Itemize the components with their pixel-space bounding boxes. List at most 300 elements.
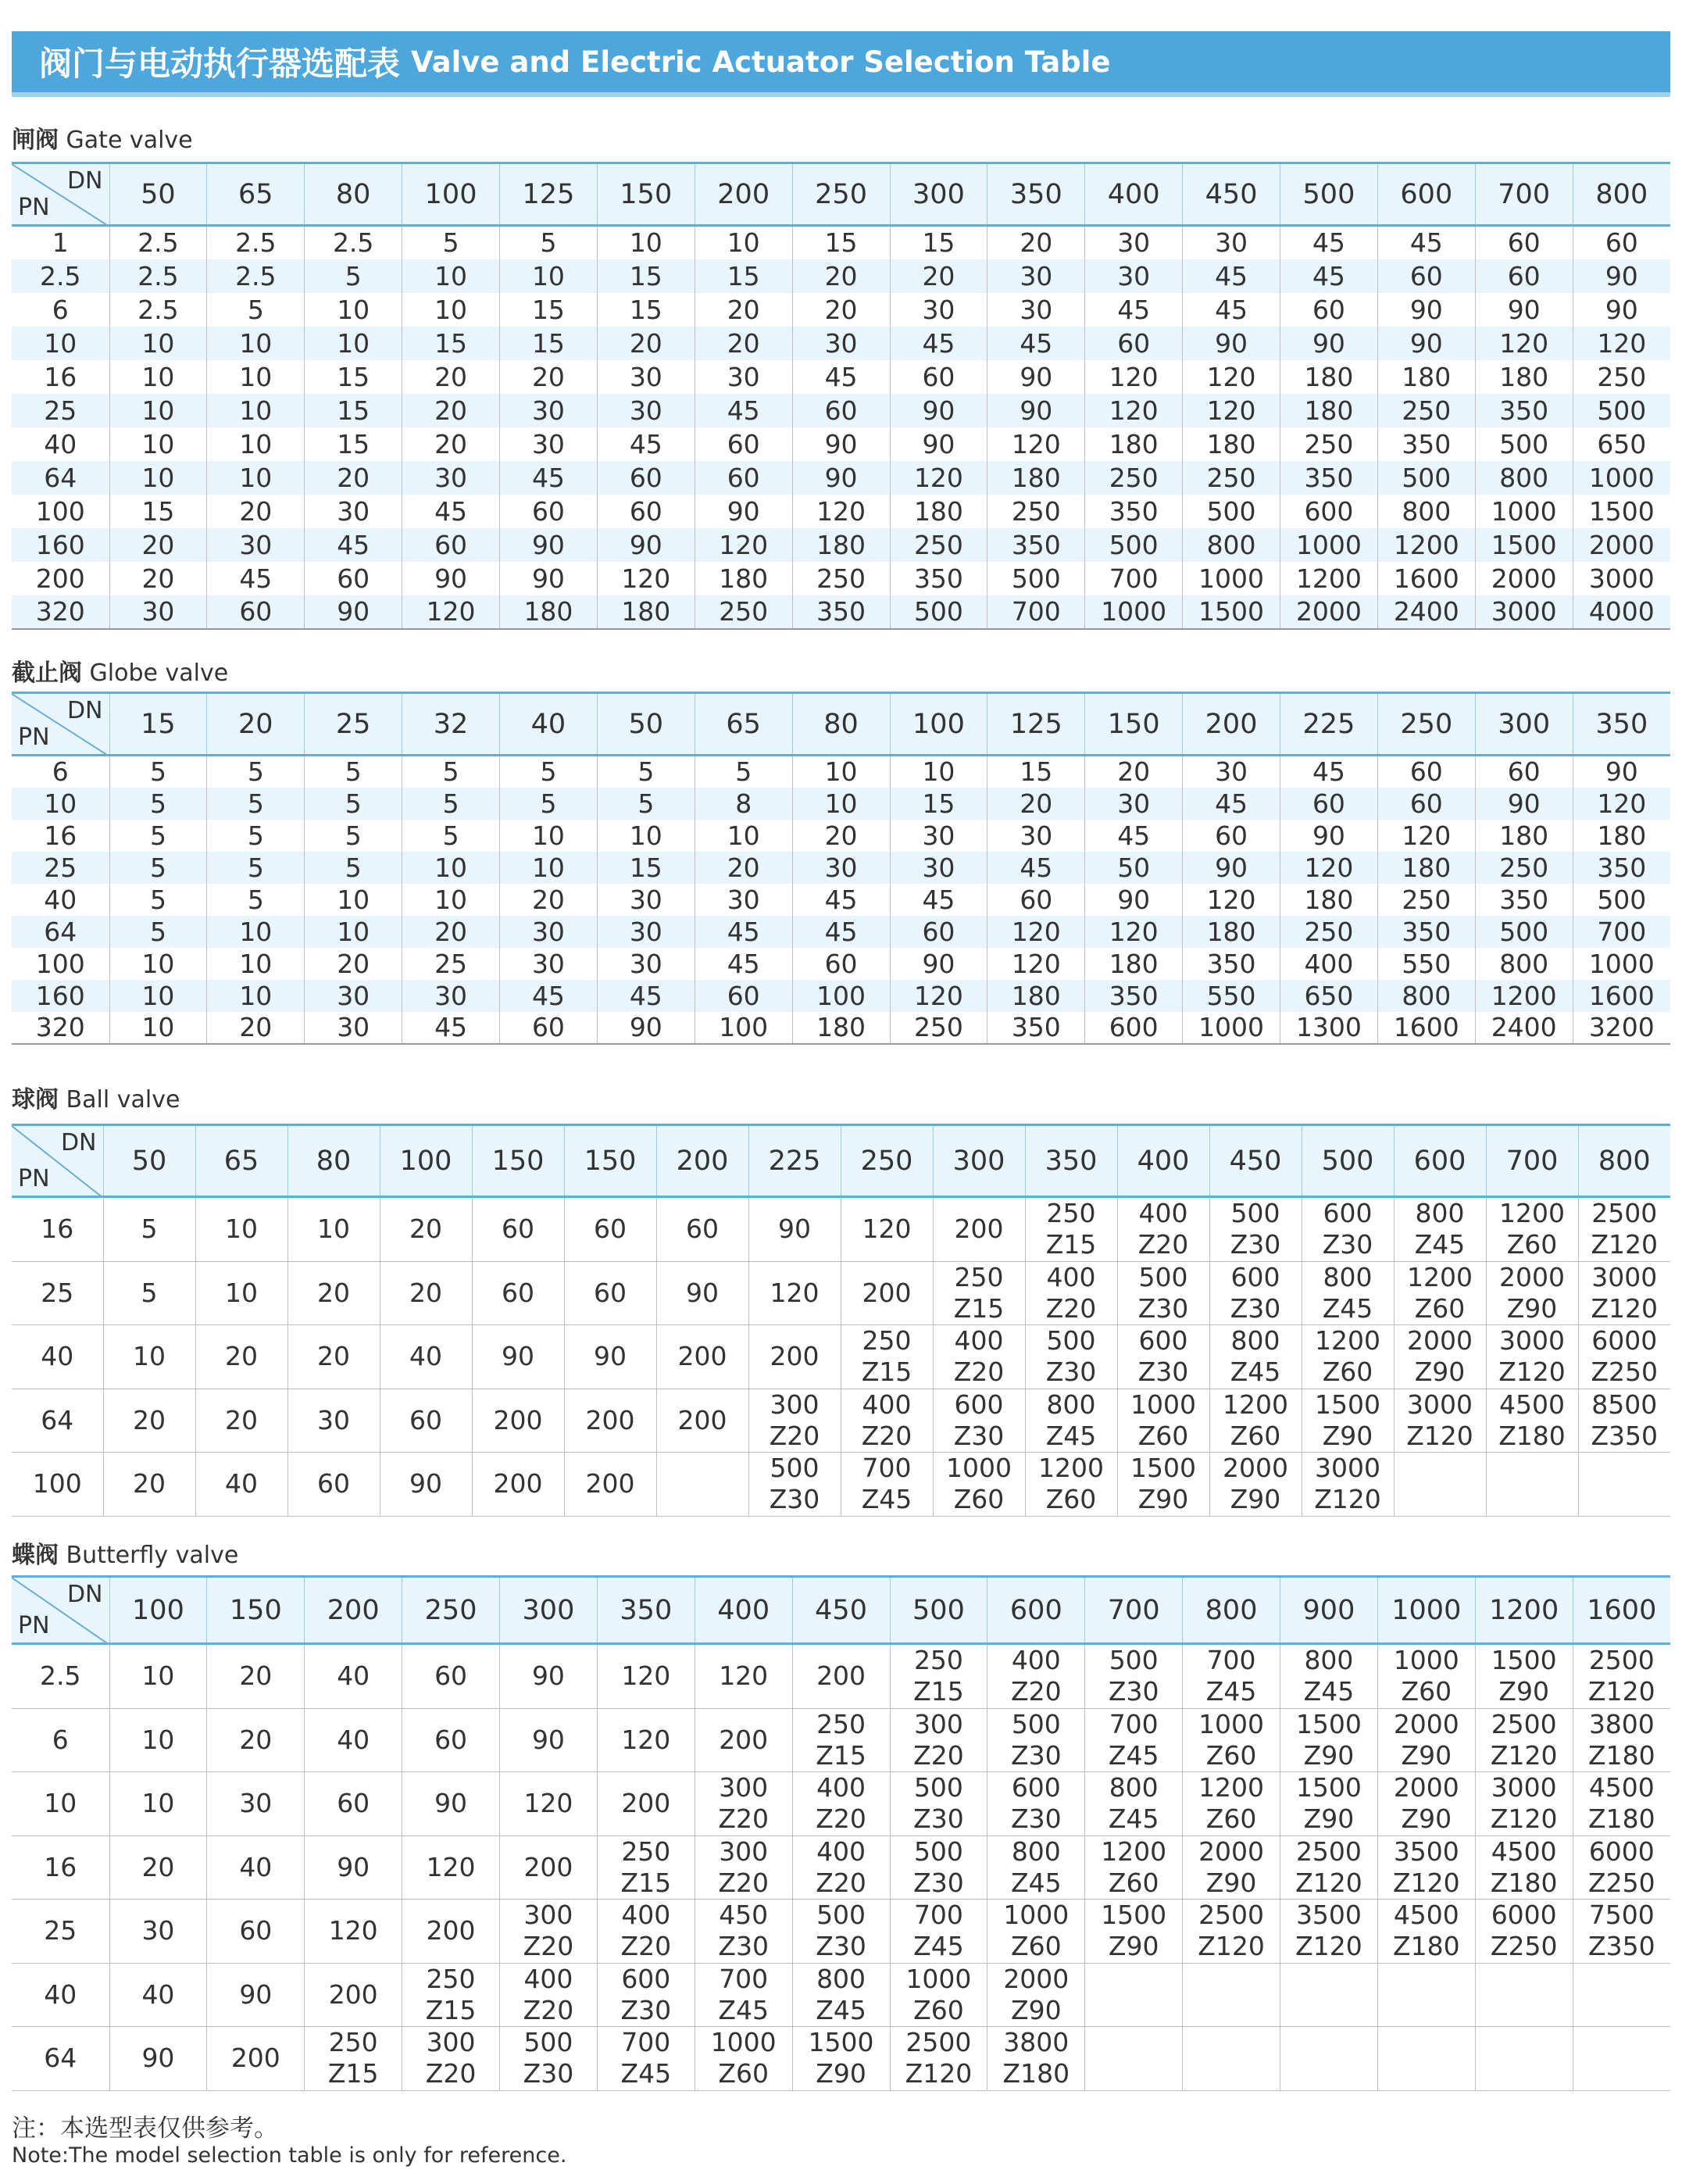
- actuator-model: Z30: [1137, 1292, 1189, 1324]
- value-cell: 15: [792, 226, 890, 259]
- value-cell: 120: [1085, 360, 1183, 394]
- torque-value: 16: [44, 1851, 77, 1882]
- actuator-model: Z45: [913, 1931, 964, 1962]
- section-title-en: Butterfly valve: [66, 1542, 239, 1569]
- torque-value: 40: [44, 1978, 77, 2010]
- actuator-model: Z30: [1011, 1803, 1062, 1835]
- value-cell: 45: [792, 360, 890, 394]
- value-cell: 5: [109, 788, 207, 820]
- value-cell: [500, 1708, 598, 1772]
- table-row: [12, 1389, 1670, 1453]
- dn-header-cell: 125: [500, 163, 598, 226]
- value-cell: [656, 1389, 748, 1453]
- value-cell: 50: [1085, 852, 1183, 884]
- pn-cell: [12, 1389, 103, 1453]
- pn-cell: [12, 1900, 109, 1964]
- value-cell: 5: [109, 820, 207, 852]
- value-cell: 5: [305, 259, 402, 293]
- torque-value: 1000: [905, 1963, 972, 1994]
- value-cell: 20: [1085, 756, 1183, 788]
- torque-value: 20: [239, 1724, 273, 1755]
- torque-value: 600: [1323, 1198, 1373, 1228]
- value-cell: 10: [305, 884, 402, 916]
- value-cell: [1183, 1644, 1280, 1709]
- actuator-model: Z30: [1108, 1676, 1159, 1707]
- dn-header-cell: 400: [1085, 163, 1183, 226]
- value-cell: 60: [695, 427, 792, 461]
- value-cell: 800: [1377, 980, 1475, 1012]
- value-cell: 90: [1475, 293, 1573, 327]
- value-cell: 10: [109, 948, 207, 980]
- value-cell: 30: [207, 528, 305, 562]
- torque-value: 200: [816, 1660, 866, 1692]
- value-cell: [1209, 1453, 1302, 1517]
- value-cell: [195, 1453, 287, 1517]
- dn-header-cell: 900: [1280, 1577, 1378, 1644]
- value-cell: [103, 1389, 195, 1453]
- value-cell: 5: [207, 788, 305, 820]
- value-cell: 1500: [1475, 528, 1573, 562]
- torque-value: 2500: [905, 2027, 972, 2057]
- value-cell: 120: [1183, 360, 1280, 394]
- torque-value: 1500: [1315, 1389, 1380, 1420]
- table-row: [12, 1644, 1670, 1709]
- dn-header-cell: 700: [1475, 163, 1573, 226]
- value-cell: 1500: [1183, 595, 1280, 629]
- value-cell: 10: [207, 948, 305, 980]
- value-cell: 15: [890, 226, 987, 259]
- torque-value: 2500: [1491, 1708, 1557, 1739]
- value-cell: [656, 1325, 748, 1389]
- value-cell: 5: [207, 852, 305, 884]
- value-cell: 60: [1573, 226, 1670, 259]
- value-cell: 120: [987, 948, 1085, 980]
- note-cn: 注：本选型表仅供参考。: [12, 2114, 278, 2143]
- value-cell: [695, 1708, 792, 1772]
- torque-value: 10: [141, 1660, 175, 1692]
- value-cell: 350: [1475, 884, 1573, 916]
- dn-header-cell: 800: [1183, 1577, 1280, 1644]
- torque-value: 250: [954, 1261, 1004, 1292]
- value-cell: 1200: [1280, 562, 1378, 595]
- value-cell: 180: [1280, 360, 1378, 394]
- actuator-model: Z250: [1588, 1867, 1655, 1898]
- section-title-en: Gate valve: [66, 127, 193, 154]
- torque-value: 200: [719, 1724, 769, 1755]
- torque-value: 90: [531, 1724, 565, 1755]
- value-cell: 180: [792, 1012, 890, 1044]
- value-cell: [987, 1708, 1085, 1772]
- value-cell: [1302, 1453, 1394, 1517]
- value-cell: [1117, 1197, 1209, 1262]
- dn-header-cell: 100: [109, 1577, 207, 1644]
- value-cell: 30: [500, 948, 598, 980]
- value-cell: [380, 1261, 472, 1325]
- value-cell: [472, 1197, 564, 1262]
- value-cell: [597, 1963, 695, 2027]
- torque-value: 500: [523, 2027, 573, 2057]
- torque-value: 250: [913, 1645, 963, 1675]
- value-cell: [195, 1389, 287, 1453]
- value-cell: [597, 2027, 695, 2091]
- value-cell: 30: [1085, 788, 1183, 820]
- value-cell: 45: [402, 495, 500, 528]
- value-cell: [380, 1453, 472, 1517]
- value-cell: 10: [500, 820, 598, 852]
- torque-value: 90: [239, 1978, 273, 2010]
- value-cell: [103, 1325, 195, 1389]
- value-cell: 500: [1085, 528, 1183, 562]
- value-cell: [1377, 1835, 1475, 1900]
- value-cell: [287, 1197, 380, 1262]
- pn-cell: [12, 1963, 109, 2027]
- torque-value: 120: [621, 1724, 671, 1755]
- value-cell: 60: [1280, 293, 1378, 327]
- value-cell: 120: [1573, 327, 1670, 360]
- dn-header-cell: 65: [195, 1125, 287, 1197]
- table-row: [12, 1325, 1670, 1389]
- value-cell: 350: [792, 595, 890, 629]
- torque-value: 200: [328, 1978, 378, 2010]
- torque-value: 3000: [1499, 1325, 1565, 1356]
- torque-value: 120: [862, 1214, 912, 1245]
- value-cell: 120: [890, 461, 987, 495]
- value-cell: 10: [207, 461, 305, 495]
- value-cell: [103, 1261, 195, 1325]
- torque-value: 600: [1011, 1772, 1061, 1803]
- actuator-model: Z20: [1137, 1229, 1189, 1260]
- actuator-model: Z350: [1591, 1420, 1659, 1451]
- value-cell: [305, 1835, 402, 1900]
- torque-value: 3000: [1491, 1772, 1557, 1803]
- value-cell: [597, 1644, 695, 1709]
- actuator-model: Z90: [1205, 1867, 1257, 1898]
- value-cell: 180: [1573, 820, 1670, 852]
- value-cell: 5: [305, 852, 402, 884]
- torque-value: 800: [1415, 1198, 1465, 1228]
- value-cell: 800: [1475, 948, 1573, 980]
- actuator-model: Z180: [1588, 1739, 1655, 1771]
- value-cell: [987, 1900, 1085, 1964]
- value-cell: 45: [305, 528, 402, 562]
- dn-label: DN: [66, 697, 103, 724]
- dn-header-cell: 400: [1117, 1125, 1209, 1197]
- value-cell: 120: [597, 562, 695, 595]
- actuator-model: Z20: [861, 1420, 912, 1451]
- pn-cell: 320: [35, 1012, 85, 1042]
- value-cell: [597, 1772, 695, 1836]
- value-cell: 10: [305, 916, 402, 948]
- actuator-model: Z120: [1591, 1229, 1659, 1260]
- torque-value: 800: [1230, 1325, 1280, 1356]
- value-cell: 120: [402, 595, 500, 629]
- torque-value: 60: [337, 1788, 370, 1819]
- actuator-model: Z15: [327, 2058, 379, 2089]
- dn-header-cell: 225: [748, 1125, 841, 1197]
- value-cell: [1475, 1708, 1573, 1772]
- torque-value: 1200: [1407, 1261, 1473, 1292]
- dn-header-cell: 25: [305, 693, 402, 756]
- torque-value: 700: [1206, 1645, 1256, 1675]
- value-cell: [1578, 1261, 1670, 1325]
- torque-value: 90: [531, 1660, 565, 1692]
- value-cell: [1085, 2027, 1183, 2091]
- value-cell: 15: [597, 293, 695, 327]
- dn-header-cell: 100: [402, 163, 500, 226]
- section-title-en: Ball valve: [66, 1086, 180, 1113]
- torque-value: 1500: [1101, 1900, 1167, 1930]
- value-cell: 90: [1280, 327, 1378, 360]
- torque-value: 250: [328, 2027, 378, 2057]
- torque-value: 40: [141, 1978, 175, 2010]
- torque-value: 10: [141, 1788, 175, 1819]
- value-cell: 60: [207, 595, 305, 629]
- value-cell: [472, 1453, 564, 1517]
- torque-value: 4500: [1499, 1389, 1565, 1420]
- dn-header-cell: 1600: [1573, 1577, 1670, 1644]
- value-cell: [500, 1644, 598, 1709]
- torque-value: 500: [1011, 1708, 1061, 1739]
- actuator-model: Z180: [1588, 1803, 1655, 1835]
- dn-header-cell: 450: [1183, 163, 1280, 226]
- value-cell: [1209, 1325, 1302, 1389]
- ball-valve-table: [12, 1124, 1670, 1517]
- value-cell: 90: [890, 394, 987, 427]
- value-cell: 45: [1280, 259, 1378, 293]
- value-cell: 30: [597, 360, 695, 394]
- value-cell: [841, 1453, 933, 1517]
- value-cell: 250: [1280, 916, 1378, 948]
- value-cell: 500: [1573, 884, 1670, 916]
- table-row: [12, 226, 1670, 259]
- value-cell: 15: [500, 293, 598, 327]
- torque-value: 700: [862, 1453, 912, 1483]
- value-cell: 10: [597, 820, 695, 852]
- table-row: [12, 394, 1670, 427]
- dn-header-cell: 15: [109, 693, 207, 756]
- actuator-model: Z60: [1108, 1867, 1159, 1898]
- dn-header-cell: 600: [987, 1577, 1085, 1644]
- actuator-model: Z20: [718, 1867, 769, 1898]
- torque-value: 30: [317, 1404, 350, 1435]
- pn-cell: 160: [35, 529, 85, 560]
- actuator-model: Z180: [1498, 1420, 1566, 1451]
- value-cell: [287, 1389, 380, 1453]
- value-cell: 10: [402, 884, 500, 916]
- dn-header-cell: 1200: [1475, 1577, 1573, 1644]
- table-row: [12, 1012, 1670, 1044]
- torque-value: 1500: [1295, 1708, 1362, 1739]
- value-cell: 600: [1280, 495, 1378, 528]
- value-cell: [1394, 1261, 1486, 1325]
- value-cell: 100: [695, 1012, 792, 1044]
- value-cell: [402, 1835, 500, 1900]
- value-cell: 120: [987, 916, 1085, 948]
- value-cell: [207, 1900, 305, 1964]
- pn-cell: 2.5: [40, 260, 81, 291]
- value-cell: 45: [1183, 788, 1280, 820]
- actuator-model: Z30: [1137, 1357, 1189, 1388]
- actuator-model: Z45: [1230, 1357, 1281, 1388]
- value-cell: [1209, 1261, 1302, 1325]
- dn-header-cell: 40: [500, 693, 598, 756]
- actuator-model: Z45: [861, 1484, 912, 1515]
- value-cell: 30: [402, 461, 500, 495]
- value-cell: [109, 1963, 207, 2027]
- value-cell: 10: [109, 1012, 207, 1044]
- value-cell: [472, 1389, 564, 1453]
- torque-value: 800: [1109, 1772, 1159, 1803]
- torque-value: 500: [913, 1835, 963, 1867]
- actuator-model: Z120: [1314, 1484, 1381, 1515]
- torque-value: 90: [686, 1277, 719, 1308]
- torque-value: 400: [816, 1772, 866, 1803]
- value-cell: 4000: [1573, 595, 1670, 629]
- actuator-model: Z60: [1205, 1739, 1257, 1771]
- value-cell: 2400: [1475, 1012, 1573, 1044]
- value-cell: 30: [597, 884, 695, 916]
- torque-value: 60: [434, 1660, 468, 1692]
- value-cell: [1578, 1197, 1670, 1262]
- actuator-model: Z30: [1011, 1739, 1062, 1771]
- value-cell: 3000: [1475, 595, 1573, 629]
- value-cell: 30: [597, 916, 695, 948]
- value-cell: 1500: [1573, 495, 1670, 528]
- value-cell: 250: [792, 562, 890, 595]
- value-cell: [1475, 1963, 1573, 2027]
- torque-value: 1500: [1491, 1645, 1557, 1675]
- actuator-model: Z45: [1108, 1803, 1159, 1835]
- table-row: [12, 820, 1670, 852]
- value-cell: 10: [305, 293, 402, 327]
- torque-value: 300: [426, 2027, 476, 2057]
- torque-value: 20: [317, 1277, 350, 1308]
- value-cell: [109, 1644, 207, 1709]
- torque-value: 90: [337, 1851, 370, 1882]
- value-cell: [1209, 1197, 1302, 1262]
- torque-value: 1500: [808, 2027, 874, 2057]
- value-cell: 30: [1183, 756, 1280, 788]
- section-title-butterfly-valve: [12, 1535, 238, 1570]
- title-en: Valve and Electric Actuator Selection Table: [411, 45, 1111, 79]
- value-cell: [1183, 1772, 1280, 1836]
- dn-header-cell: 125: [987, 693, 1085, 756]
- value-cell: [402, 1900, 500, 1964]
- value-cell: [841, 1325, 933, 1389]
- actuator-model: Z180: [1002, 2058, 1070, 2089]
- value-cell: 15: [305, 360, 402, 394]
- value-cell: [1573, 1835, 1670, 1900]
- dn-pn-corner-cell: [12, 163, 109, 226]
- torque-value: 800: [1304, 1645, 1354, 1675]
- value-cell: [109, 2027, 207, 2091]
- value-cell: 500: [1377, 461, 1475, 495]
- value-cell: [890, 1772, 987, 1836]
- torque-value: 90: [778, 1214, 811, 1245]
- actuator-model: Z20: [1045, 1292, 1097, 1324]
- value-cell: 5: [305, 820, 402, 852]
- torque-value: 40: [41, 1341, 74, 1372]
- value-cell: 180: [1475, 820, 1573, 852]
- value-cell: 250: [987, 495, 1085, 528]
- value-cell: 2.5: [207, 259, 305, 293]
- value-cell: [792, 1900, 890, 1964]
- actuator-model: Z250: [1490, 1931, 1558, 1962]
- torque-value: 1200: [1038, 1453, 1104, 1483]
- dn-header-cell: 20: [207, 693, 305, 756]
- torque-value: 2.5: [40, 1660, 81, 1692]
- torque-value: 20: [225, 1404, 258, 1435]
- value-cell: 5: [695, 756, 792, 788]
- dn-header-cell: 250: [402, 1577, 500, 1644]
- torque-value: 1500: [1130, 1453, 1196, 1483]
- value-cell: [1394, 1197, 1486, 1262]
- value-cell: [1573, 1900, 1670, 1964]
- value-cell: 10: [695, 226, 792, 259]
- actuator-model: Z20: [523, 1931, 574, 1962]
- value-cell: [695, 1835, 792, 1900]
- value-cell: 25: [402, 948, 500, 980]
- dn-header-cell: 700: [1085, 1577, 1183, 1644]
- value-cell: [1578, 1389, 1670, 1453]
- value-cell: 60: [987, 884, 1085, 916]
- dn-header-cell: 250: [1377, 693, 1475, 756]
- value-cell: [1085, 1835, 1183, 1900]
- value-cell: [933, 1453, 1025, 1517]
- actuator-model: Z30: [523, 2058, 574, 2089]
- actuator-model: Z90: [1414, 1357, 1466, 1388]
- value-cell: 90: [500, 528, 598, 562]
- section-title-en: Globe valve: [89, 659, 229, 687]
- pn-cell: 25: [44, 852, 77, 883]
- torque-value: 10: [141, 1724, 175, 1755]
- value-cell: 10: [597, 226, 695, 259]
- torque-value: 2500: [1588, 1645, 1655, 1675]
- dn-header-cell: 200: [1183, 693, 1280, 756]
- value-cell: [890, 1708, 987, 1772]
- value-cell: 60: [1085, 327, 1183, 360]
- torque-value: 1200: [1101, 1835, 1167, 1867]
- value-cell: [597, 1835, 695, 1900]
- actuator-model: Z20: [816, 1867, 866, 1898]
- dn-header-cell: 225: [1280, 693, 1378, 756]
- value-cell: 120: [1085, 916, 1183, 948]
- value-cell: [1085, 1644, 1183, 1709]
- torque-value: 40: [337, 1660, 370, 1692]
- torque-value: 500: [816, 1900, 866, 1930]
- actuator-model: Z60: [953, 1484, 1005, 1515]
- value-cell: [287, 1325, 380, 1389]
- dn-header-cell: 350: [597, 1577, 695, 1644]
- value-cell: 30: [305, 980, 402, 1012]
- value-cell: [841, 1389, 933, 1453]
- value-cell: 30: [890, 852, 987, 884]
- value-cell: 20: [792, 293, 890, 327]
- value-cell: 20: [987, 788, 1085, 820]
- value-cell: 30: [792, 852, 890, 884]
- torque-value: 40: [225, 1468, 258, 1499]
- actuator-model: Z120: [1198, 1931, 1265, 1962]
- table-row: [12, 495, 1670, 528]
- value-cell: 90: [987, 394, 1085, 427]
- value-cell: 60: [792, 394, 890, 427]
- table-row: [12, 980, 1670, 1012]
- value-cell: 1000: [1573, 948, 1670, 980]
- value-cell: [695, 1644, 792, 1709]
- torque-value: 5: [141, 1214, 158, 1245]
- dn-header-cell: 800: [1573, 163, 1670, 226]
- value-cell: 60: [890, 360, 987, 394]
